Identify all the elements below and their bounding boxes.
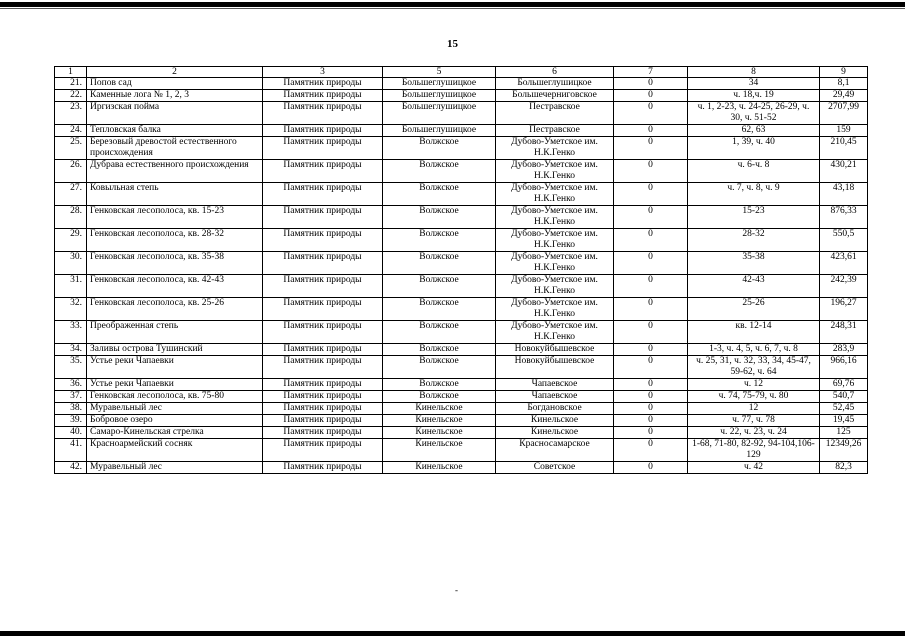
cell-forestry-district: Большеглушицкое	[383, 125, 496, 137]
table-row	[55, 427, 868, 439]
cell-category: 0	[614, 415, 688, 427]
cell-forestry-district: Волжское	[383, 379, 496, 391]
cell-row-number: 24.	[55, 125, 87, 137]
cell-quarters: 42-43	[688, 275, 820, 298]
cell-row-number: 26.	[55, 160, 87, 183]
cell-category: 0	[614, 275, 688, 298]
cell-area: 19,45	[820, 415, 868, 427]
cell-local-forestry: Красносамарское	[496, 439, 614, 462]
top-border-thin-line	[0, 8, 905, 9]
cell-quarters: 12	[688, 403, 820, 415]
cell-category: 0	[614, 160, 688, 183]
cell-row-number: 28.	[55, 206, 87, 229]
cell-row-number: 39.	[55, 415, 87, 427]
table-row	[55, 252, 868, 275]
cell-area: 82,3	[820, 462, 868, 474]
cell-area: 242,39	[820, 275, 868, 298]
cell-forestry-district: Волжское	[383, 252, 496, 275]
table-row	[55, 298, 868, 321]
cell-category: 0	[614, 206, 688, 229]
cell-forestry-district: Кинельское	[383, 415, 496, 427]
cell-local-forestry: Дубово-Уметское им. Н.К.Генко	[496, 160, 614, 183]
cell-forestry-district: Волжское	[383, 206, 496, 229]
cell-local-forestry: Кинельское	[496, 427, 614, 439]
cell-category: 0	[614, 403, 688, 415]
cell-monument-type: Памятник природы	[263, 379, 383, 391]
cell-monument-type: Памятник природы	[263, 252, 383, 275]
table-row	[55, 102, 868, 125]
table-row	[55, 90, 868, 102]
cell-monument-name: Преображенная степь	[87, 321, 263, 344]
col-header: 9	[820, 67, 868, 78]
cell-local-forestry: Дубово-Уметское им. Н.К.Генко	[496, 252, 614, 275]
cell-forestry-district: Волжское	[383, 229, 496, 252]
cell-area: 8,1	[820, 78, 868, 90]
cell-quarters: ч. 6-ч. 8	[688, 160, 820, 183]
cell-area: 540,7	[820, 391, 868, 403]
cell-monument-name: Генковская лесополоса, кв. 35-38	[87, 252, 263, 275]
cell-row-number: 38.	[55, 403, 87, 415]
cell-local-forestry: Советское	[496, 462, 614, 474]
cell-local-forestry: Большечерниговское	[496, 90, 614, 102]
cell-monument-type: Памятник природы	[263, 206, 383, 229]
cell-forestry-district: Волжское	[383, 356, 496, 379]
cell-monument-type: Памятник природы	[263, 439, 383, 462]
cell-monument-type: Памятник природы	[263, 344, 383, 356]
table-row	[55, 391, 868, 403]
col-header: 1	[55, 67, 87, 78]
cell-local-forestry: Новокуйбышевское	[496, 356, 614, 379]
cell-forestry-district: Волжское	[383, 298, 496, 321]
cell-area: 12349,26	[820, 439, 868, 462]
cell-area: 43,18	[820, 183, 868, 206]
cell-area: 876,33	[820, 206, 868, 229]
cell-local-forestry: Чапаевское	[496, 391, 614, 403]
cell-category: 0	[614, 137, 688, 160]
cell-row-number: 30.	[55, 252, 87, 275]
cell-local-forestry: Богдановское	[496, 403, 614, 415]
cell-monument-name: Генковская лесополоса, кв. 75-80	[87, 391, 263, 403]
cell-row-number: 42.	[55, 462, 87, 474]
cell-monument-name: Березовый древостой естественного происхождения	[87, 137, 263, 160]
cell-local-forestry: Большеглушицкое	[496, 78, 614, 90]
cell-row-number: 25.	[55, 137, 87, 160]
cell-monument-name: Муравельный лес	[87, 403, 263, 415]
col-header: 3	[263, 67, 383, 78]
cell-row-number: 40.	[55, 427, 87, 439]
cell-monument-name: Устье реки Чапаевки	[87, 379, 263, 391]
cell-row-number: 27.	[55, 183, 87, 206]
cell-monument-type: Памятник природы	[263, 298, 383, 321]
cell-category: 0	[614, 439, 688, 462]
cell-area: 125	[820, 427, 868, 439]
cell-row-number: 34.	[55, 344, 87, 356]
table-row	[55, 356, 868, 379]
cell-category: 0	[614, 229, 688, 252]
cell-category: 0	[614, 183, 688, 206]
cell-row-number: 36.	[55, 379, 87, 391]
cell-monument-type: Памятник природы	[263, 137, 383, 160]
cell-quarters: 1-3, ч. 4, 5, ч. 6, 7, ч. 8	[688, 344, 820, 356]
cell-monument-name: Заливы острова Тушинский	[87, 344, 263, 356]
cell-row-number: 37.	[55, 391, 87, 403]
cell-row-number: 41.	[55, 439, 87, 462]
cell-local-forestry: Пестравское	[496, 102, 614, 125]
cell-monument-type: Памятник природы	[263, 321, 383, 344]
cell-forestry-district: Волжское	[383, 137, 496, 160]
table-row	[55, 137, 868, 160]
cell-forestry-district: Кинельское	[383, 427, 496, 439]
cell-quarters: кв. 12-14	[688, 321, 820, 344]
cell-area: 69,76	[820, 379, 868, 391]
cell-quarters: ч. 18,ч. 19	[688, 90, 820, 102]
cell-quarters: 1, 39, ч. 40	[688, 137, 820, 160]
table-row	[55, 344, 868, 356]
table-row	[55, 415, 868, 427]
col-header: 6	[496, 67, 614, 78]
cell-area: 550,5	[820, 229, 868, 252]
cell-monument-type: Памятник природы	[263, 102, 383, 125]
cell-category: 0	[614, 321, 688, 344]
bottom-border-line	[0, 631, 905, 636]
cell-category: 0	[614, 90, 688, 102]
cell-row-number: 32.	[55, 298, 87, 321]
cell-area: 210,45	[820, 137, 868, 160]
table-row	[55, 439, 868, 462]
cell-monument-type: Памятник природы	[263, 462, 383, 474]
cell-category: 0	[614, 78, 688, 90]
cell-local-forestry: Дубово-Уметское им. Н.К.Генко	[496, 229, 614, 252]
table-row	[55, 379, 868, 391]
cell-monument-type: Памятник природы	[263, 229, 383, 252]
cell-forestry-district: Волжское	[383, 183, 496, 206]
cell-monument-type: Памятник природы	[263, 90, 383, 102]
table-row	[55, 462, 868, 474]
cell-monument-name: Генковская лесополоса, кв. 25-26	[87, 298, 263, 321]
cell-monument-name: Самаро-Кинельская стрелка	[87, 427, 263, 439]
cell-row-number: 29.	[55, 229, 87, 252]
cell-row-number: 35.	[55, 356, 87, 379]
cell-forestry-district: Волжское	[383, 391, 496, 403]
cell-row-number: 21.	[55, 78, 87, 90]
cell-forestry-district: Большеглушицкое	[383, 102, 496, 125]
table-row	[55, 275, 868, 298]
cell-category: 0	[614, 427, 688, 439]
cell-monument-name: Ковыльная степь	[87, 183, 263, 206]
cell-quarters: 35-38	[688, 252, 820, 275]
cell-local-forestry: Кинельское	[496, 415, 614, 427]
cell-category: 0	[614, 391, 688, 403]
cell-monument-name: Тепловская балка	[87, 125, 263, 137]
cell-quarters: ч. 7, ч. 8, ч. 9	[688, 183, 820, 206]
cell-quarters: 1-68, 71-80, 82-92, 94-104,106-129	[688, 439, 820, 462]
cell-area: 159	[820, 125, 868, 137]
cell-row-number: 31.	[55, 275, 87, 298]
cell-category: 0	[614, 379, 688, 391]
cell-monument-name: Красноармейский сосняк	[87, 439, 263, 462]
top-border-line	[0, 2, 905, 7]
cell-quarters: 25-26	[688, 298, 820, 321]
cell-monument-name: Генковская лесополоса, кв. 42-43	[87, 275, 263, 298]
cell-forestry-district: Большеглушицкое	[383, 78, 496, 90]
cell-category: 0	[614, 102, 688, 125]
cell-quarters: ч. 1, 2-23, ч. 24-25, 26-29, ч. 30, ч. 51-52	[688, 102, 820, 125]
cell-monument-type: Памятник природы	[263, 78, 383, 90]
cell-forestry-district: Волжское	[383, 275, 496, 298]
footer-mark: -	[455, 585, 458, 595]
cell-monument-name: Генковская лесополоса, кв. 28-32	[87, 229, 263, 252]
cell-area: 2707,99	[820, 102, 868, 125]
col-header: 8	[688, 67, 820, 78]
cell-area: 423,61	[820, 252, 868, 275]
cell-area: 283,9	[820, 344, 868, 356]
col-header: 7	[614, 67, 688, 78]
table-header-row	[55, 67, 868, 78]
cell-row-number: 22.	[55, 90, 87, 102]
cell-category: 0	[614, 125, 688, 137]
cell-area: 196,27	[820, 298, 868, 321]
cell-forestry-district: Кинельское	[383, 462, 496, 474]
cell-monument-name: Муравельный лес	[87, 462, 263, 474]
table-row	[55, 183, 868, 206]
page-number: 15	[447, 38, 458, 50]
cell-monument-name: Дубрава естественного происхождения	[87, 160, 263, 183]
cell-local-forestry: Дубово-Уметское им. Н.К.Генко	[496, 298, 614, 321]
cell-row-number: 23.	[55, 102, 87, 125]
table-row	[55, 229, 868, 252]
cell-category: 0	[614, 344, 688, 356]
cell-area: 966,16	[820, 356, 868, 379]
cell-local-forestry: Чапаевское	[496, 379, 614, 391]
cell-quarters: ч. 12	[688, 379, 820, 391]
cell-area: 430,21	[820, 160, 868, 183]
cell-quarters: ч. 22, ч. 23, ч. 24	[688, 427, 820, 439]
cell-local-forestry: Дубово-Уметское им. Н.К.Генко	[496, 321, 614, 344]
cell-quarters: 62, 63	[688, 125, 820, 137]
cell-monument-name: Генковская лесополоса, кв. 15-23	[87, 206, 263, 229]
table-row	[55, 125, 868, 137]
cell-quarters: ч. 77, ч. 78	[688, 415, 820, 427]
cell-local-forestry: Дубово-Уметское им. Н.К.Генко	[496, 206, 614, 229]
cell-forestry-district: Волжское	[383, 160, 496, 183]
cell-monument-type: Памятник природы	[263, 415, 383, 427]
cell-area: 52,45	[820, 403, 868, 415]
cell-category: 0	[614, 298, 688, 321]
cell-monument-type: Памятник природы	[263, 403, 383, 415]
cell-local-forestry: Новокуйбышевское	[496, 344, 614, 356]
table-row	[55, 321, 868, 344]
cell-forestry-district: Волжское	[383, 344, 496, 356]
cell-monument-name: Иргизская пойма	[87, 102, 263, 125]
table-row	[55, 403, 868, 415]
cell-quarters: ч. 42	[688, 462, 820, 474]
cell-quarters: 34	[688, 78, 820, 90]
cell-monument-type: Памятник природы	[263, 427, 383, 439]
table-row	[55, 206, 868, 229]
cell-area: 29,49	[820, 90, 868, 102]
cell-quarters: 28-32	[688, 229, 820, 252]
cell-monument-name: Бобровое озеро	[87, 415, 263, 427]
cell-local-forestry: Дубово-Уметское им. Н.К.Генко	[496, 275, 614, 298]
cell-quarters: ч. 25, 31, ч. 32, 33, 34, 45-47, 59-62, ч. 64	[688, 356, 820, 379]
cell-monument-type: Памятник природы	[263, 356, 383, 379]
cell-local-forestry: Дубово-Уметское им. Н.К.Генко	[496, 183, 614, 206]
cell-monument-name: Каменные лога № 1, 2, 3	[87, 90, 263, 102]
cell-category: 0	[614, 462, 688, 474]
col-header: 2	[87, 67, 263, 78]
cell-quarters: ч. 74, 75-79, ч. 80	[688, 391, 820, 403]
cell-forestry-district: Волжское	[383, 321, 496, 344]
cell-monument-type: Памятник природы	[263, 160, 383, 183]
natural-monuments-table	[54, 66, 868, 474]
cell-monument-type: Памятник природы	[263, 391, 383, 403]
cell-row-number: 33.	[55, 321, 87, 344]
cell-monument-type: Памятник природы	[263, 275, 383, 298]
col-header: 5	[383, 67, 496, 78]
cell-category: 0	[614, 356, 688, 379]
cell-forestry-district: Кинельское	[383, 439, 496, 462]
cell-local-forestry: Дубово-Уметское им. Н.К.Генко	[496, 137, 614, 160]
cell-monument-name: Устье реки Чапаевки	[87, 356, 263, 379]
cell-forestry-district: Большеглушицкое	[383, 90, 496, 102]
cell-quarters: 15-23	[688, 206, 820, 229]
cell-local-forestry: Пестравское	[496, 125, 614, 137]
cell-category: 0	[614, 252, 688, 275]
table-row	[55, 160, 868, 183]
cell-monument-type: Памятник природы	[263, 125, 383, 137]
table-row	[55, 78, 868, 90]
cell-area: 248,31	[820, 321, 868, 344]
cell-forestry-district: Кинельское	[383, 403, 496, 415]
cell-monument-name: Попов сад	[87, 78, 263, 90]
cell-monument-type: Памятник природы	[263, 183, 383, 206]
